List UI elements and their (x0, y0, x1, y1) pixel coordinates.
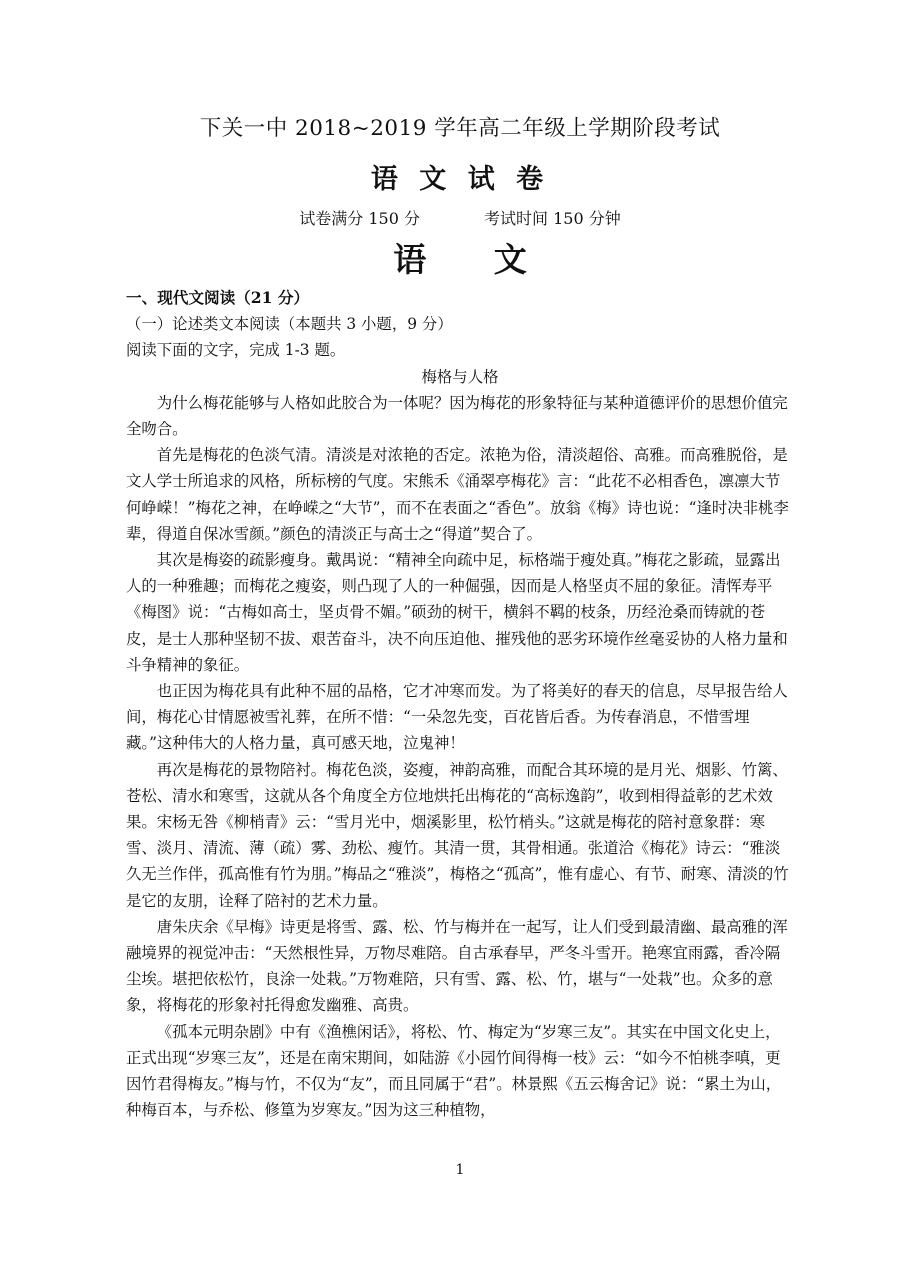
exam-time: 考试时间 150 分钟 (484, 209, 621, 228)
article-title: 梅格与人格 (421, 367, 499, 386)
paper-title: 语 文 试 卷 (370, 164, 550, 195)
article-paragraph: 也正因为梅花具有此种不屈的品格，它才冲寒而发。为了将美好的春天的信息，尽早报告给人间，梅花心甘情愿被雪礼葬，在所不惜：“一朵忽先变，百花皆后香。为传春消息，不惜雪埋藏。”这种伟大的人格力量，真可感天地，泣鬼神！ (126, 682, 788, 753)
subject-title: 语 文 (393, 240, 555, 279)
page-number: 1 (455, 1162, 465, 1178)
exam-title: 下关一中 2018~2019 学年高二年级上学期阶段考试 (199, 116, 721, 141)
section-sub-heading: （一）论述类文本阅读（本题共 3 小题，9 分） (126, 315, 453, 334)
article-paragraph: 《孤本元明杂剧》中有《渔樵闲话》，将松、竹、梅定为“岁寒三友”。其实在中国文化史上，正式出现“岁寒三友”，还是在南宋期间，如陆游《小园竹间得梅一枝》云：“如今不怕桃李嗔，更因竹君得梅友。”梅与竹，不仅为“友”，而且同属于“君”。林景熙《五云梅舍记》说：“累土为山，种梅百本，与乔松、修篁为岁寒友。”因为这三种植物， (126, 1022, 782, 1120)
section-instruction: 阅读下面的文字，完成 1-3 题。 (126, 341, 346, 360)
exam-body (126, 285, 794, 1124)
article-paragraph: 为什么梅花能够与人格如此胶合为一体呢？因为梅花的形象特征与某种道德评价的思想价值完全吻合。 (126, 393, 788, 439)
article-paragraph: 再次是梅花的景物陪衬。梅花色淡，姿瘦，神韵高雅，而配合其环境的是月光、烟影、竹篱、苍松、清水和寒雪，这就从各个角度全方位地烘托出梅花的“高标逸韵”，收到相得益彰的艺术效果。宋杨无咎《柳梢青》云：“雪月光中，烟溪影里，松竹梢头。”这就是梅花的陪衬意象群：寒雪、淡月、清流、薄（疏）雾、劲松、瘦竹。其清一贯，其骨相通。张道洽《梅花》诗云：“雅淡久无兰作伴，孤高惟有竹为朋。”梅品之“雅淡”，梅格之“孤高”，惟有虚心、有节、耐寒、清淡的竹是它的友朋，诠释了陪衬的艺术力量。 (126, 760, 789, 910)
full-score: 试卷满分 150 分 (299, 209, 420, 228)
section-heading: 一、现代文阅读（21 分） (126, 288, 310, 307)
article-paragraph: 其次是梅姿的疏影瘦身。戴禺说：“精神全向疏中足，标格端于瘦处真。”梅花之影疏，显露出人的一种雅趣；而梅花之瘦姿，则凸现了人的一种倔强，因而是人格坚贞不屈的象征。清恽寿平《梅图》说：“古梅如高士，坚贞骨不媚。”硕劲的树干，横斜不羁的枝条，历经沧桑而铸就的苍皮，是士人那种坚韧不拔、艰苦奋斗，决不向压迫他、摧残他的恶劣环境作丝毫妥协的人格力量和斗争精神的象征。 (126, 551, 788, 674)
article-paragraph: 唐朱庆余《早梅》诗更是将雪、露、松、竹与梅并在一起写，让人们受到最清幽、最高雅的浑融境界的视觉冲击：“天然根性异，万物尽难陪。自古承春早，严冬斗雪开。艳寒宜雨露，香冷隔尘埃。堪把依松竹，良涂一处栽。”万物难陪，只有雪、露、松、竹，堪与“一处栽”也。众多的意象，将梅花的形象衬托得愈发幽雅、高贵。 (126, 917, 788, 1015)
exam-meta (0, 205, 920, 233)
article-paragraph: 首先是梅花的色淡气清。清淡是对浓艳的否定。浓艳为俗，清淡超俗、高雅。而高雅脱俗，是文人学士所追求的风格，所标榜的气度。宋熊禾《涌翠亭梅花》言：“此花不必相香色，凛凛大节何峥嵘！”梅花之神，在峥嵘之“大节”，而不在表面之“香色”。放翁《梅》诗也说：“逢时决非桃李辈，得道自保冰雪颜。”颜色的清淡正与高士之“得道”契合了。 (126, 446, 789, 543)
